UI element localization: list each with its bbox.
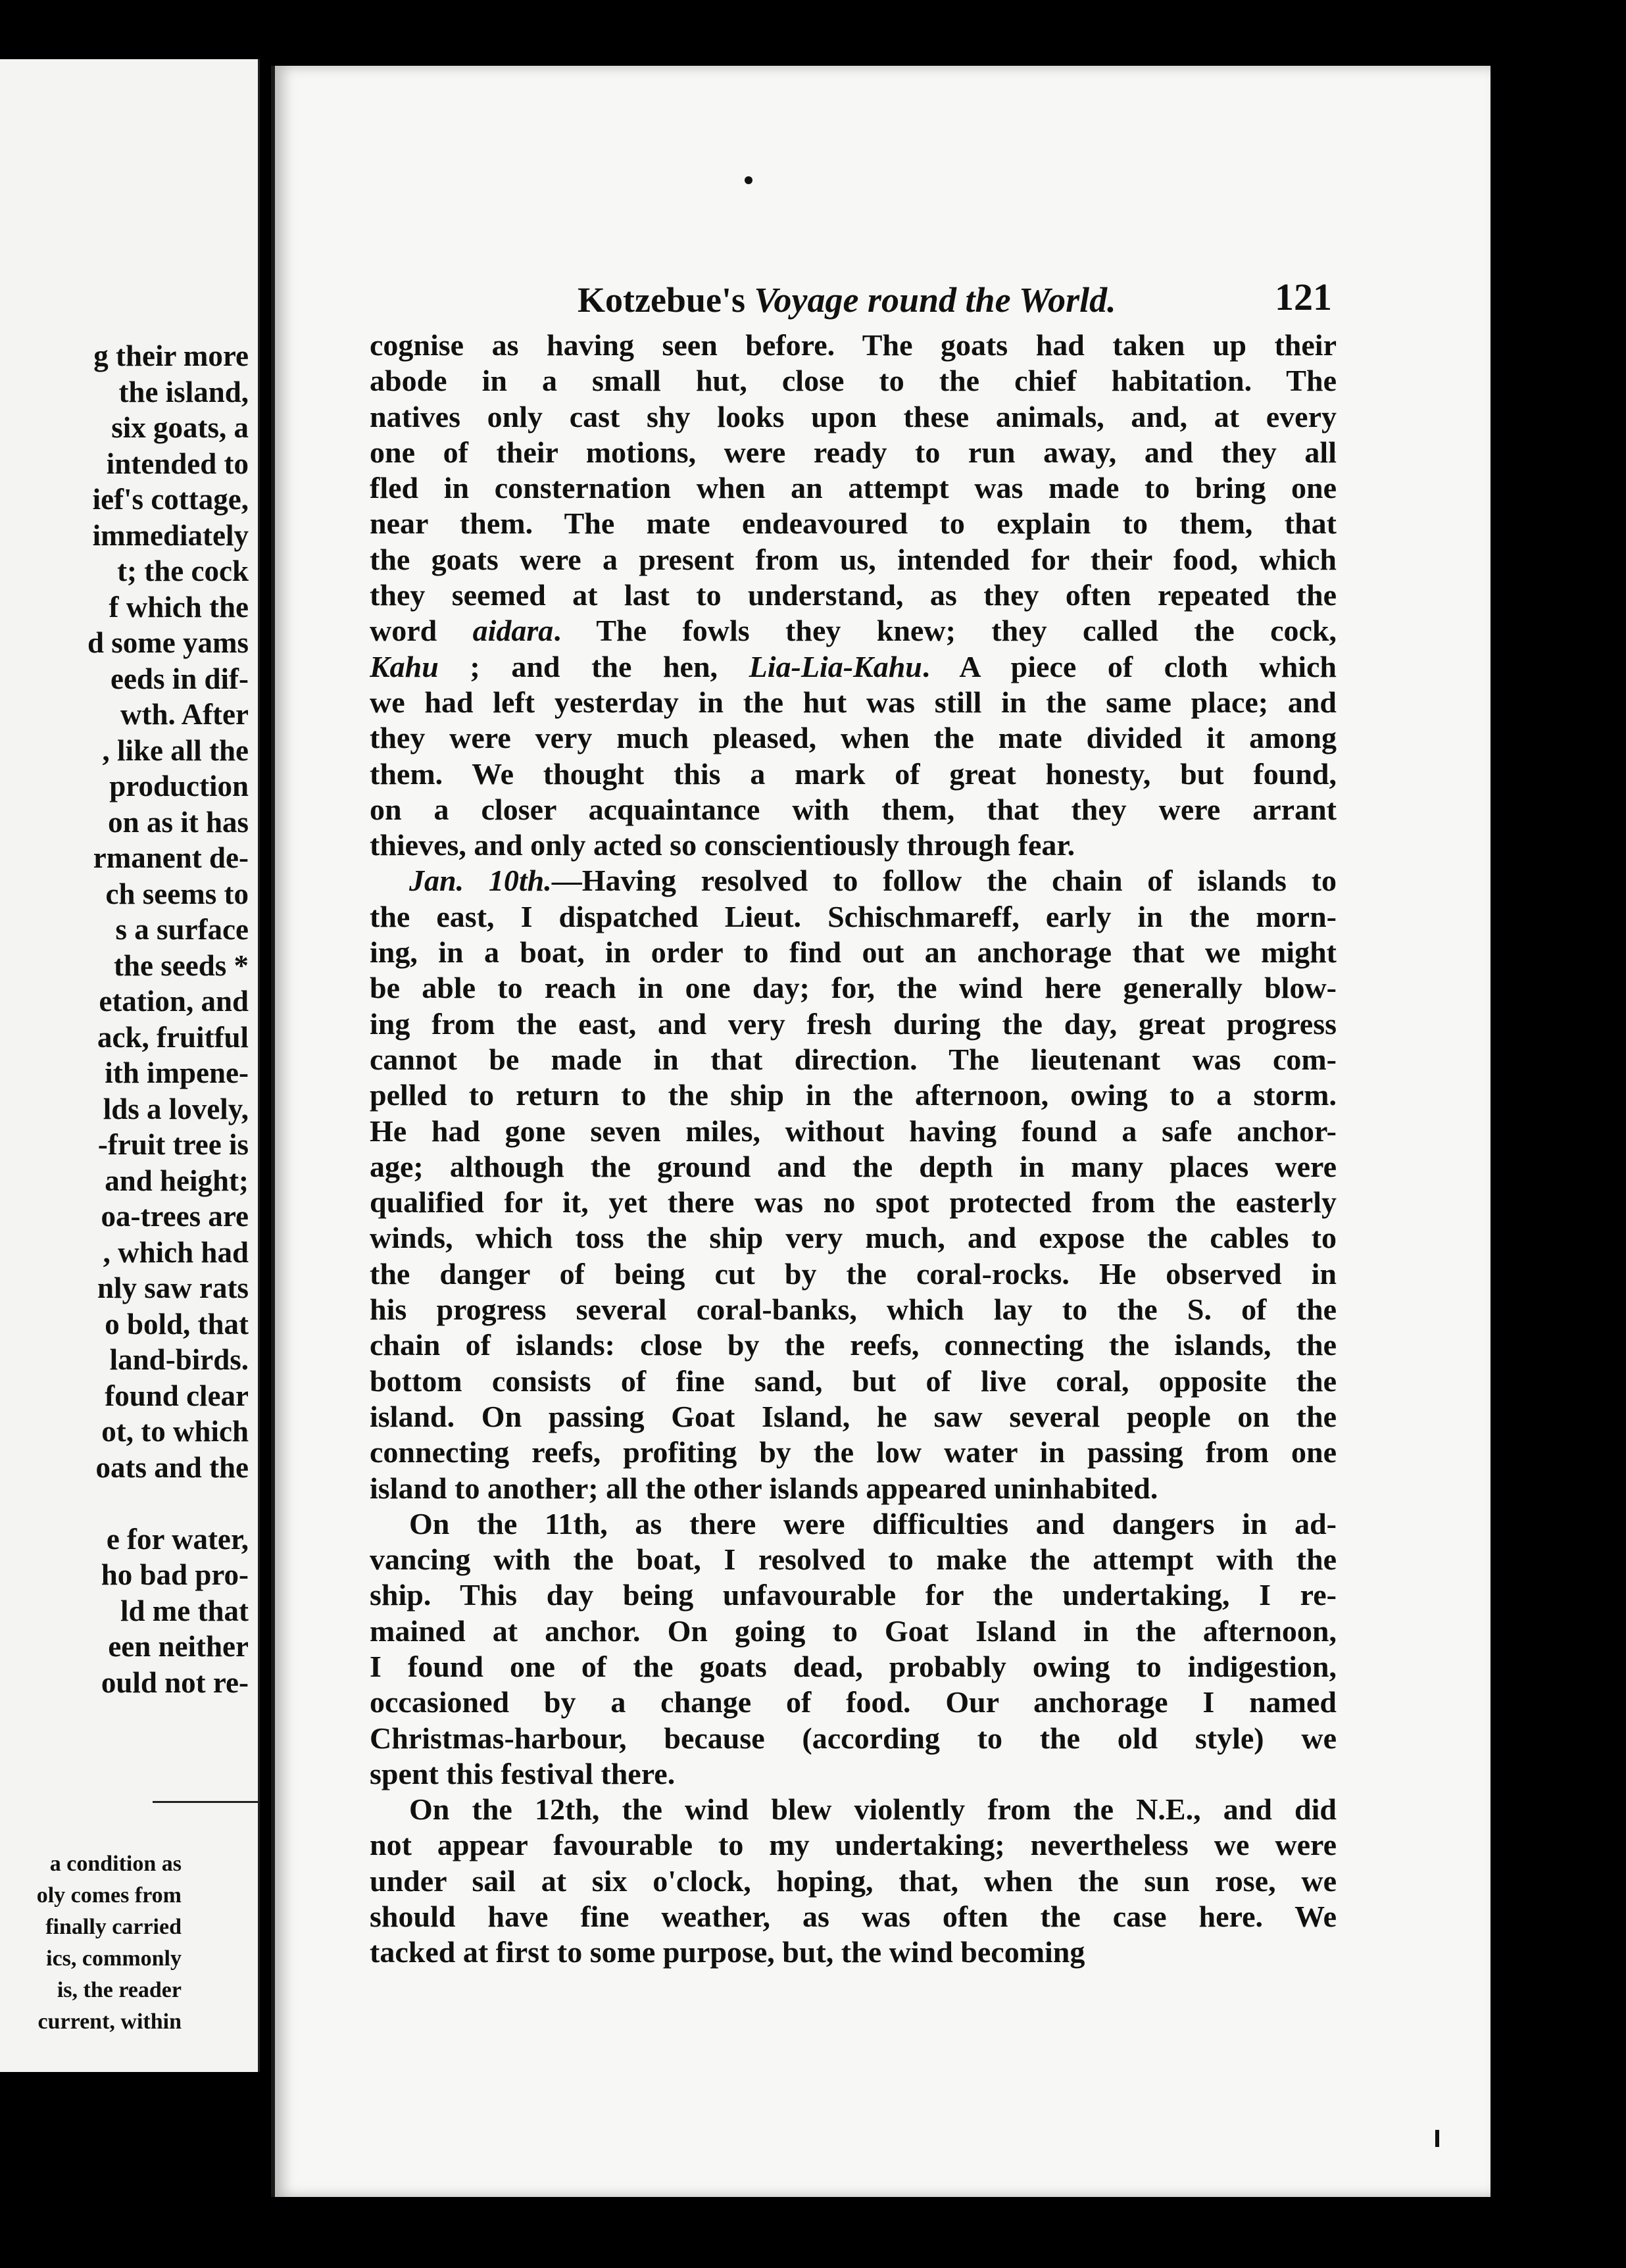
text-line: tacked at first to some purpose, but, the wind becoming <box>370 1935 1085 1969</box>
ink-dot <box>745 176 752 184</box>
left-text-line: t; the cock <box>117 555 249 587</box>
left-text-line: production <box>109 770 249 802</box>
footnote-rule <box>153 1801 258 1803</box>
left-text-line: ch seems to <box>105 877 249 910</box>
text-line: them. We thought this a mark of great honesty, but found, <box>370 756 1337 791</box>
text-line: winds, which toss the ship very much, and expose the cables to <box>370 1221 1337 1255</box>
text-line: cognise as having seen before. The goats had taken up their <box>370 328 1337 362</box>
left-text-line: eeds in dif- <box>110 662 249 695</box>
left-text-line: the seeds * <box>114 949 249 982</box>
text-line: word aidara. The fowls they knew; they called the cock, <box>370 614 1337 648</box>
left-text-line: ith impene- <box>105 1056 249 1089</box>
text-line: vancing with the boat, I resolved to make the attempt with the <box>370 1542 1337 1577</box>
footnote-line: finally carried <box>45 1915 182 1939</box>
left-text-line: on as it has <box>108 805 249 839</box>
text-line: On the 11th, as there were difficulties and dangers in ad- <box>409 1506 1337 1541</box>
text-line: island. On passing Goat Island, he saw several people on the <box>370 1399 1337 1433</box>
text-line: qualified for it, yet there was no spot protected from the easterly <box>370 1185 1337 1220</box>
text-line: He had gone seven miles, without having found a safe anchor- <box>370 1114 1337 1148</box>
right-page <box>271 66 1490 2197</box>
left-text-line: etation, and <box>99 985 249 1018</box>
text-line: occasioned by a change of food. Our anchorage I named <box>370 1685 1337 1719</box>
text-line: one of their motions, were ready to run away, and they all <box>370 435 1337 469</box>
left-text-line <box>0 1485 249 1521</box>
left-text-line: land-birds. <box>109 1343 249 1376</box>
text-line: ing from the east, and very fresh during the day, great progress <box>370 1006 1337 1041</box>
text-line: mained at anchor. On going to Goat Island in the afternoon, <box>370 1614 1337 1648</box>
text-line: spent this festival there. <box>370 1756 676 1790</box>
left-text-line: ief's cottage, <box>92 483 249 516</box>
italic-term: Lia-Lia-Kahu <box>749 649 922 683</box>
text-line: on a closer acquaintance with them, that they were arrant <box>370 792 1337 826</box>
text-line: ing, in a boat, in order to find out an anchorage that we might <box>370 935 1337 970</box>
left-text-line: ould not re- <box>101 1665 249 1699</box>
text-line: On the 12th, the wind blew violently from the N.E., and did <box>409 1792 1337 1827</box>
left-text-line: -fruit tree is <box>97 1128 249 1161</box>
left-text-line: the island, <box>118 375 249 408</box>
text-line: we had left yesterday in the hut was still in the same place; and <box>370 685 1337 719</box>
text-line: should have fine weather, as was often the case here. We <box>370 1900 1337 1934</box>
left-text-line: f which the <box>109 590 249 624</box>
text-line: abode in a small hut, close to the chief habitation. The <box>370 364 1337 398</box>
left-text-line: ack, fruitful <box>97 1020 249 1054</box>
text-line: the goats were a present from us, intended for their food, which <box>370 542 1337 576</box>
left-text-line: wth. After <box>120 698 249 731</box>
left-page-footnote <box>0 1848 182 2038</box>
left-text-line: o bold, that <box>105 1307 249 1341</box>
page-number: 121 <box>1275 276 1332 318</box>
left-text-line: lds a lovely, <box>103 1092 249 1125</box>
text-line: be able to reach in one day; for, the wind here generally blow- <box>370 971 1337 1005</box>
text-line: ship. This day being unfavourable for the undertaking, I re- <box>370 1578 1337 1612</box>
left-text-line: een neither <box>108 1630 249 1663</box>
text-line: Kahu ; and the hen, Lia-Lia-Kahu. A piece of cloth which <box>370 649 1337 683</box>
left-text-line: rmanent de- <box>93 841 249 874</box>
left-page-text <box>0 338 249 1700</box>
footnote-line: is, the reader <box>57 1978 182 2002</box>
text-line: fled in consternation when an attempt was made to bring one <box>370 471 1337 505</box>
text-line: his progress several coral-banks, which lay to the S. of the <box>370 1293 1337 1327</box>
left-text-line: oa-trees are <box>101 1200 249 1233</box>
text-line: pelled to return to the ship in the afternoon, owing to a storm. <box>370 1078 1337 1112</box>
left-text-line: immediately <box>92 518 249 552</box>
left-text-line: s a surface <box>115 913 249 946</box>
left-page <box>0 59 260 2072</box>
left-text-line: , which had <box>103 1235 249 1269</box>
left-text-line: , like all the <box>102 733 249 767</box>
left-text-line: ho bad pro- <box>101 1558 249 1591</box>
text-line: the danger of being cut by the coral-rocks. He observed in <box>370 1256 1337 1291</box>
left-text-line: six goats, a <box>111 411 249 444</box>
left-text-line: found clear <box>105 1379 249 1412</box>
italic-term: aidara <box>472 614 554 648</box>
footnote-line: current, within <box>37 2009 182 2034</box>
text-line: island to another; all the other islands appeared uninhabited. <box>370 1471 1158 1505</box>
footnote-line: oly comes from <box>36 1883 182 1908</box>
left-text-line: ot, to which <box>101 1415 249 1448</box>
text-line: the east, I dispatched Lieut. Schischmareff, early in the morn- <box>370 899 1337 933</box>
text-line: they seemed at last to understand, as they often repeated the <box>370 578 1337 612</box>
text-line: age; although the ground and the depth in many places were <box>370 1149 1337 1183</box>
body-text <box>370 328 1337 1971</box>
text-line: I found one of the goats dead, probably owing to indigestion, <box>370 1649 1337 1683</box>
text-line: Christmas-harbour, because (according to the old style) we <box>370 1721 1337 1755</box>
margin-mark <box>1435 2130 1439 2147</box>
text-line: they were very much pleased, when the mate divided it among <box>370 721 1337 755</box>
italic-term: Kahu <box>370 649 439 683</box>
footnote-line: a condition as <box>49 1852 182 1876</box>
left-text-line: e for water, <box>106 1522 249 1556</box>
left-text-line: and height; <box>105 1164 249 1197</box>
text-line: connecting reefs, profiting by the low water in passing from one <box>370 1435 1337 1469</box>
left-text-line: oats and the <box>95 1450 249 1484</box>
running-title <box>578 280 1116 320</box>
footnote-line: ics, commonly <box>46 1946 182 1971</box>
text-line: under sail at six o'clock, hoping, that, when the sun rose, we <box>370 1863 1337 1898</box>
left-text-line: g their more <box>93 339 249 372</box>
left-text-line: intended to <box>106 447 249 480</box>
left-text-line: nly saw rats <box>97 1271 249 1304</box>
text-line: cannot be made in that direction. The lieutenant was com- <box>370 1042 1337 1076</box>
text-line: near them. The mate endeavoured to explain to them, that <box>370 506 1337 541</box>
running-title-author: Kotzebue's <box>578 280 754 320</box>
left-text-line: ld me that <box>120 1594 249 1627</box>
text-line: bottom consists of fine sand, but of live coral, opposite the <box>370 1364 1337 1398</box>
text-line: Jan. 10th.—Having resolved to follow the chain of islands to <box>409 864 1337 898</box>
text-line: thieves, and only acted so conscientiously through fear. <box>370 828 1075 862</box>
left-text-line: d some yams <box>87 626 249 659</box>
text-line: not appear favourable to my undertaking; nevertheless we were <box>370 1828 1337 1862</box>
italic-term: Jan. 10th. <box>409 864 552 898</box>
text-line: chain of islands: close by the reefs, connecting the islands, the <box>370 1328 1337 1362</box>
running-title-italic: Voyage round the World. <box>754 280 1116 320</box>
text-line: natives only cast shy looks upon these animals, and, at every <box>370 399 1337 433</box>
